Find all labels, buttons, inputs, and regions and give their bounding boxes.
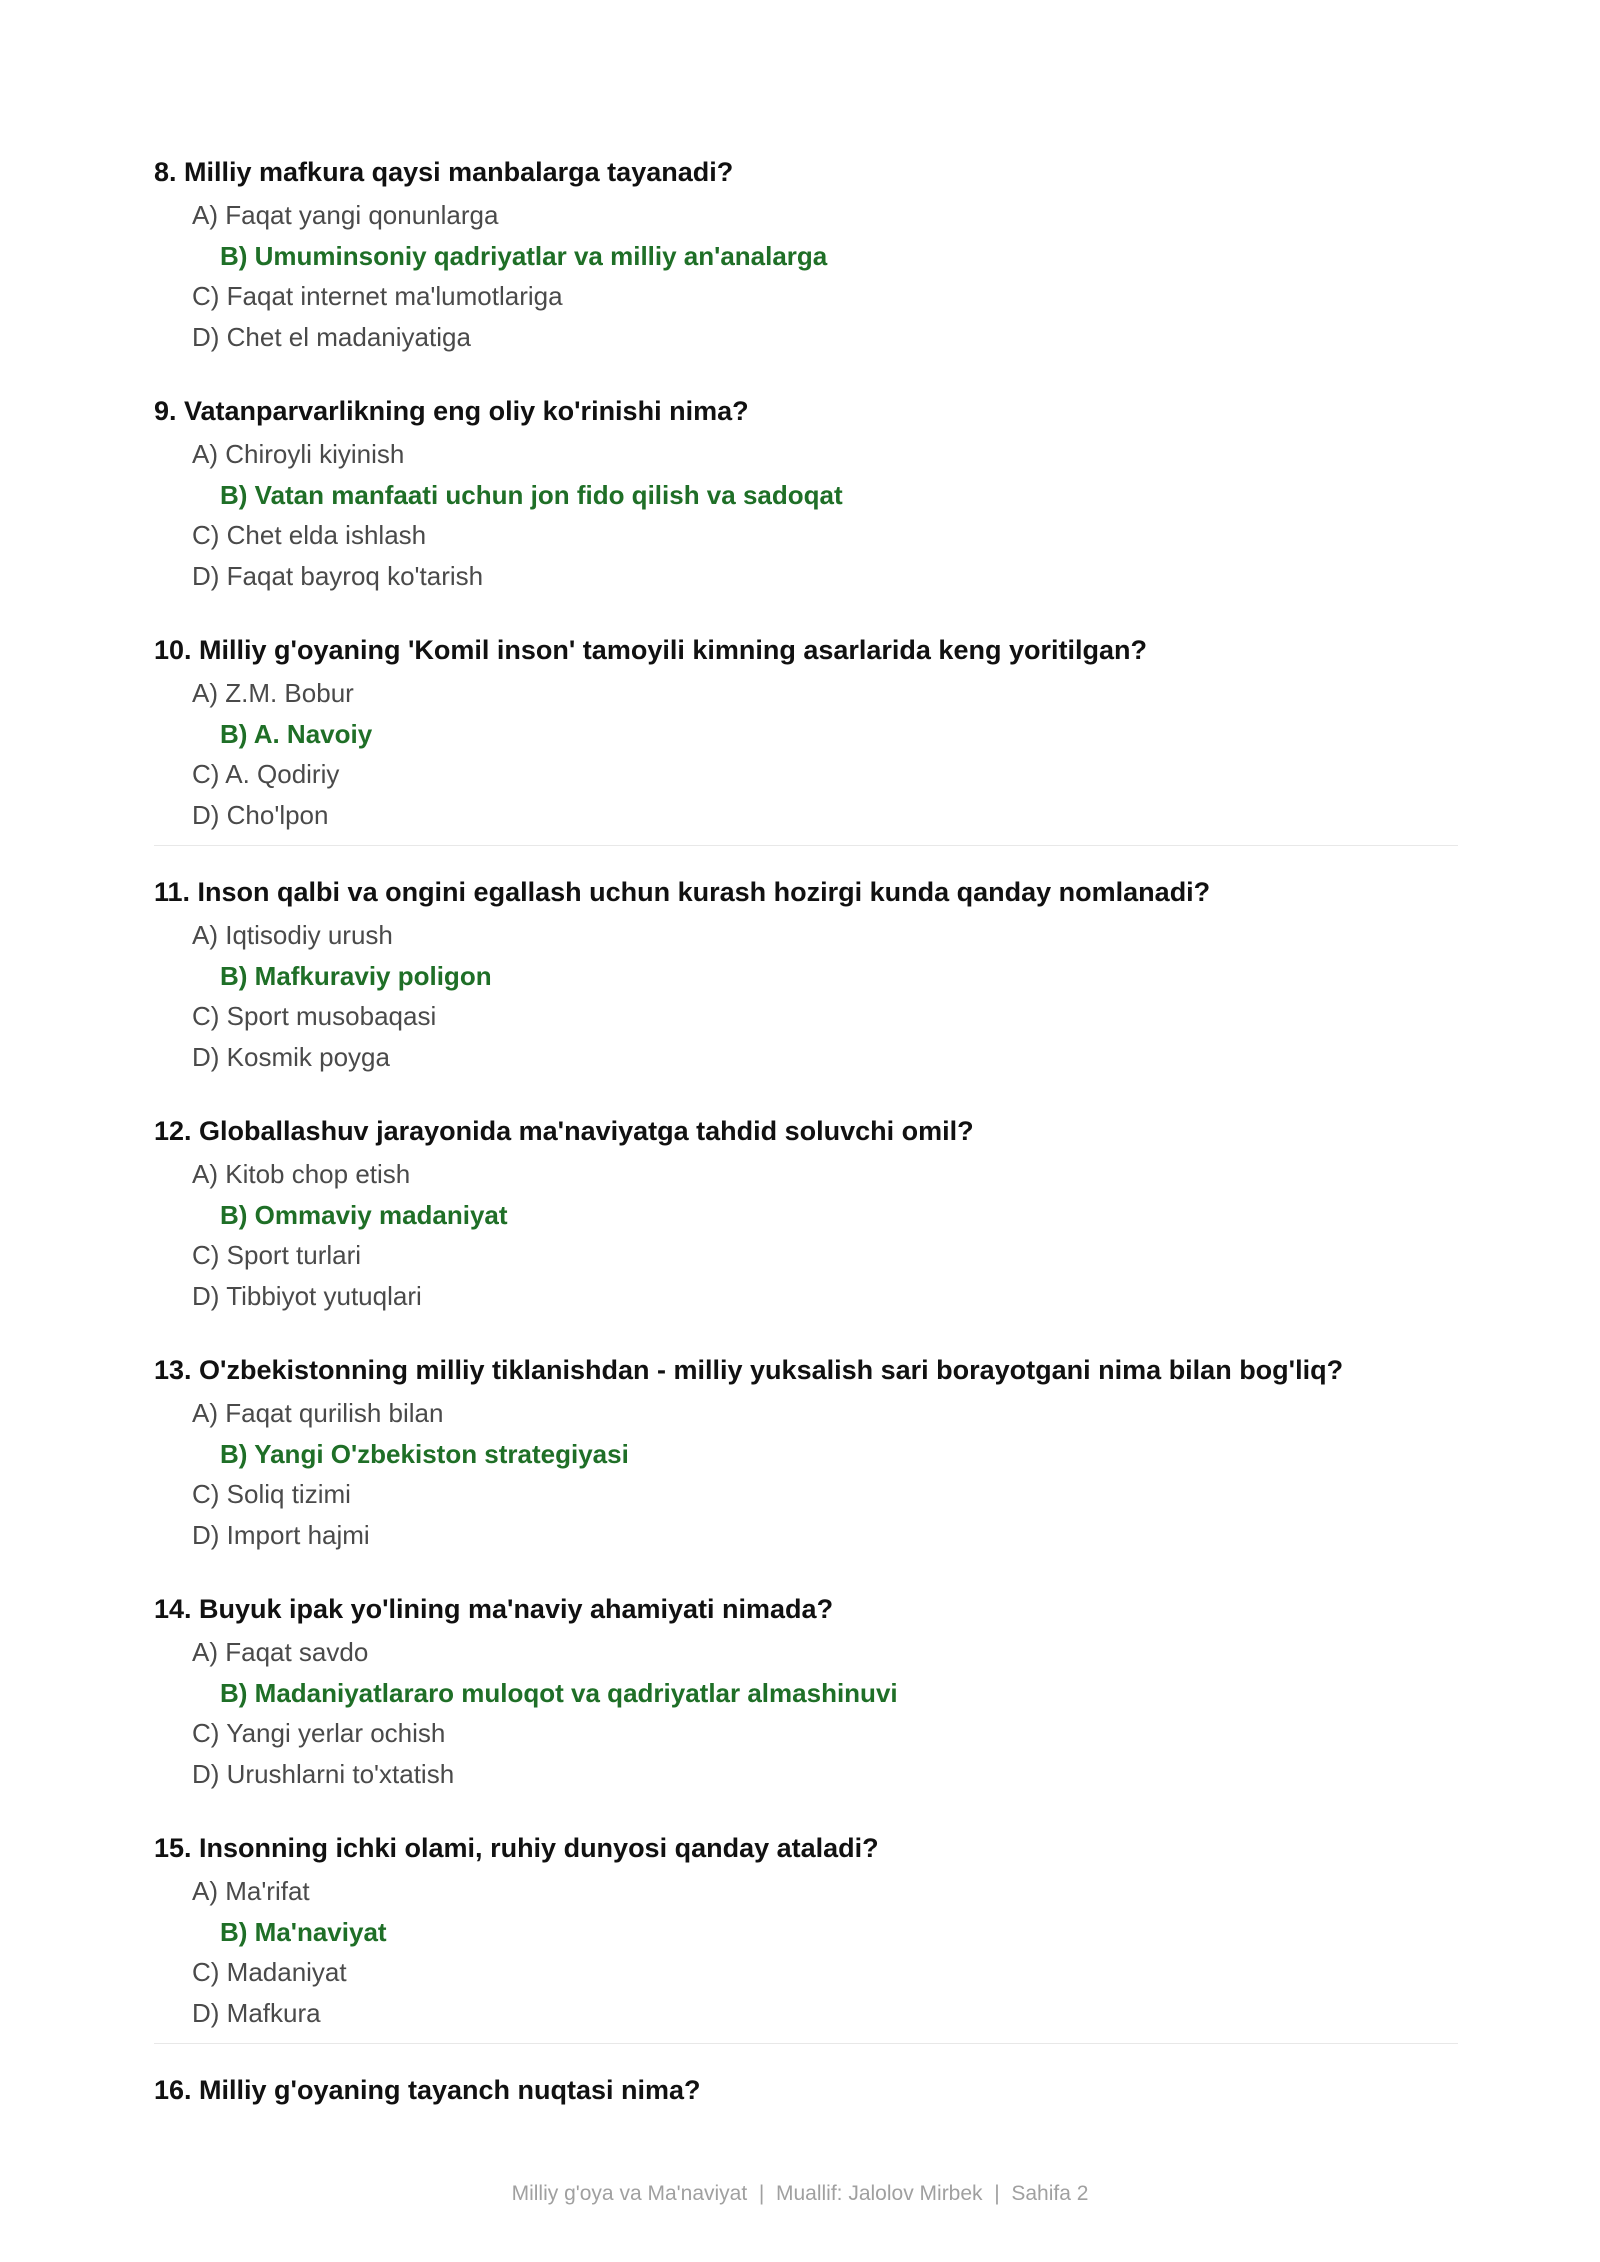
option-b-correct: B) Yangi O'zbekiston strategiyasi (220, 1438, 629, 1469)
option-a: A) Iqtisodiy urush (192, 920, 393, 950)
question-14 (154, 1592, 1464, 1795)
question-title: 15. Insonning ichki olami, ruhiy dunyosi qanday ataladi? (154, 1833, 879, 1863)
section-divider (154, 845, 1458, 846)
option-a: A) Chiroyli kiyinish (192, 439, 405, 469)
question-10 (154, 633, 1464, 836)
option-b-correct: B) Umuminsoniy qadriyatlar va milliy an'analarga (220, 240, 828, 271)
option-c: C) Chet elda ishlash (192, 520, 427, 551)
option-c: C) Soliq tizimi (192, 1479, 351, 1510)
question-title: 11. Inson qalbi va ongini egallash uchun kurash hozirgi kunda qanday nomlanadi? (154, 877, 1211, 907)
option-b-correct: B) Ma'naviyat (220, 1916, 387, 1947)
option-b-correct: B) A. Navoiy (220, 718, 373, 749)
question-title: 10. Milliy g'oyaning 'Komil inson' tamoyili kimning asarlarida keng yoritilgan? (154, 635, 1147, 665)
question-9 (154, 394, 1464, 597)
option-a: A) Z.M. Bobur (192, 678, 354, 708)
option-b-correct: B) Vatan manfaati uchun jon fido qilish va sadoqat (220, 479, 843, 510)
question-11 (154, 875, 1464, 1078)
question-title: 9. Vatanparvarlikning eng oliy ko'rinishi nima? (154, 396, 749, 426)
question-12 (154, 1114, 1464, 1317)
option-d: D) Mafkura (192, 1998, 321, 2029)
option-d: D) Faqat bayroq ko'tarish (192, 561, 484, 592)
question-title: 14. Buyuk ipak yo'lining ma'naviy ahamiyati nimada? (154, 1594, 834, 1624)
option-a: A) Ma'rifat (192, 1876, 310, 1906)
question-title: 16. Milliy g'oyaning tayanch nuqtasi nima? (154, 2075, 701, 2105)
option-c: C) Faqat internet ma'lumotlariga (192, 281, 563, 312)
question-8 (154, 155, 1464, 358)
option-b-correct: B) Ommaviy madaniyat (220, 1199, 508, 1230)
option-c: C) Sport musobaqasi (192, 1001, 437, 1032)
option-a: A) Faqat qurilish bilan (192, 1398, 444, 1428)
page-footer: Milliy g'oya va Ma'naviyat | Muallif: Jalolov Mirbek | Sahifa 2 (511, 2182, 1089, 2205)
option-a: A) Faqat yangi qonunlarga (192, 200, 499, 230)
option-a: A) Faqat savdo (192, 1637, 369, 1667)
option-d: D) Kosmik poyga (192, 1042, 390, 1073)
question-title: 8. Milliy mafkura qaysi manbalarga tayanadi? (154, 157, 734, 187)
question-title: 12. Globallashuv jarayonida ma'naviyatga tahdid soluvchi omil? (154, 1116, 974, 1146)
option-c: C) Yangi yerlar ochish (192, 1718, 446, 1749)
question-16 (154, 2073, 1464, 2113)
question-15 (154, 1831, 1464, 2034)
option-d: D) Cho'lpon (192, 800, 329, 831)
option-d: D) Tibbiyot yutuqlari (192, 1281, 422, 1312)
option-b-correct: B) Madaniyatlararo muloqot va qadriyatlar almashinuvi (220, 1677, 898, 1708)
option-a: A) Kitob chop etish (192, 1159, 411, 1189)
option-d: D) Urushlarni to'xtatish (192, 1759, 455, 1790)
section-divider (154, 2043, 1458, 2044)
question-13 (154, 1353, 1464, 1556)
option-d: D) Import hajmi (192, 1520, 370, 1551)
question-title: 13. O'zbekistonning milliy tiklanishdan - milliy yuksalish sari borayotgani nima bilan bog'liq? (154, 1355, 1344, 1385)
option-d: D) Chet el madaniyatiga (192, 322, 471, 353)
option-c: C) Sport turlari (192, 1240, 362, 1271)
option-c: C) Madaniyat (192, 1957, 347, 1988)
option-b-correct: B) Mafkuraviy poligon (220, 960, 492, 991)
option-c: C) A. Qodiriy (192, 759, 340, 790)
